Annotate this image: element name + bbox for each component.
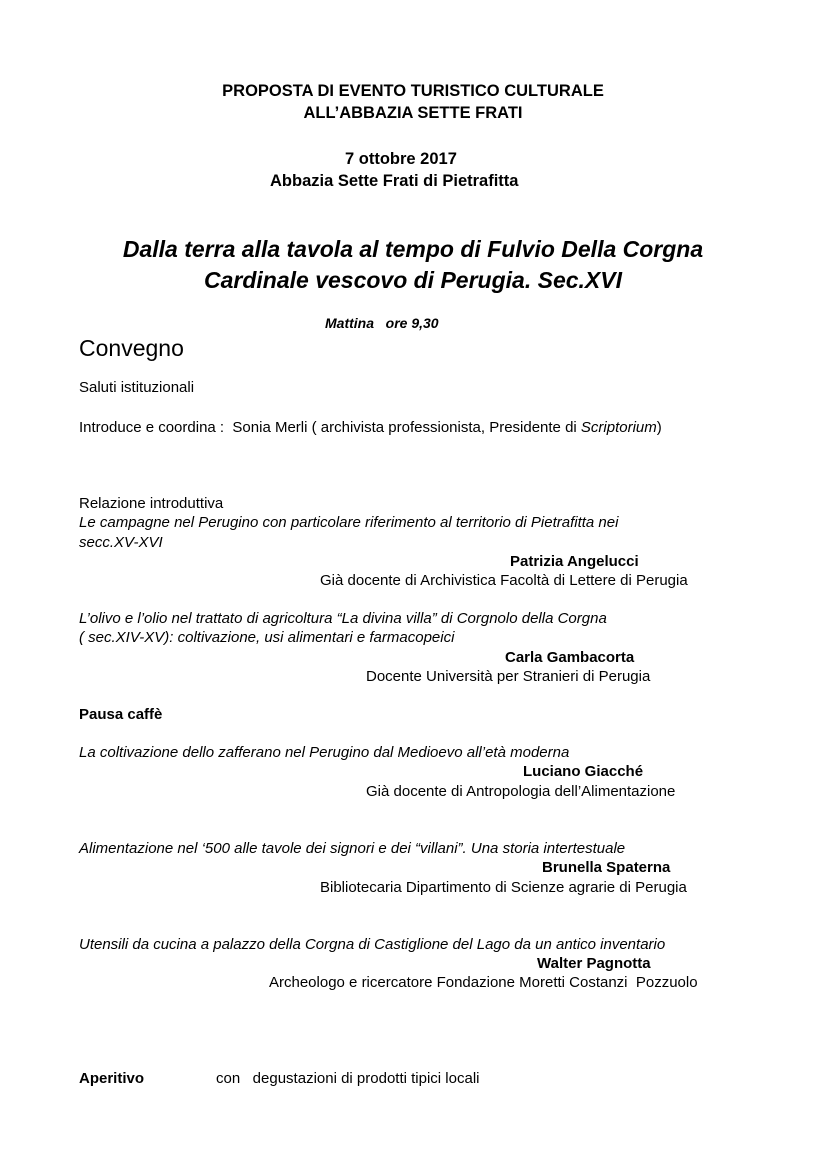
speaker-role: Archeologo e ricercatore Fondazione Moretti Costanzi Pozzuolo	[269, 974, 698, 991]
event-date: 7 ottobre 2017	[345, 150, 457, 168]
event-title-line2: Cardinale vescovo di Perugia. Sec.XVI	[203, 267, 622, 293]
speaker-name: Carla Gambacorta	[505, 649, 635, 666]
talk-title: Le campagne nel Perugino con particolare riferimento al territorio di Pietrafitta nei	[79, 514, 619, 531]
session-time: Mattina ore 9,30	[325, 315, 439, 331]
speaker-role: Bibliotecaria Dipartimento di Scienze agrarie di Perugia	[320, 879, 687, 896]
header-line1: PROPOSTA DI EVENTO TURISTICO CULTURALE	[222, 82, 604, 100]
event-venue: Abbazia Sette Frati di Pietrafitta	[270, 172, 519, 190]
talk-title-cont: secc.XV-XVI	[79, 534, 163, 551]
talk-kind: Relazione introduttiva	[79, 495, 224, 512]
section-heading-convegno: Convegno	[79, 335, 184, 361]
talk-title-cont: ( sec.XIV-XV): coltivazione, usi alimentari e farmacopeici	[79, 629, 455, 646]
intro-organization: Scriptorium	[580, 419, 657, 436]
header-line2: ALL’ABBAZIA SETTE FRATI	[303, 104, 523, 122]
intro-line	[79, 419, 662, 437]
event-title-line1: Dalla terra alla tavola al tempo di Fulvio Della Corgna	[122, 236, 704, 262]
aperitivo-label: Aperitivo	[79, 1070, 145, 1087]
talk-title: La coltivazione dello zafferano nel Perugino dal Medioevo all’età moderna	[79, 744, 570, 761]
speaker-role: Già docente di Archivistica Facoltà di Lettere di Perugia	[320, 572, 688, 589]
talk-title: L’olivo e l’olio nel trattato di agricoltura “La divina villa” di Corgnolo della Corgna	[79, 610, 607, 627]
talk-title: Utensili da cucina a palazzo della Corgna di Castiglione del Lago da un antico inventario	[79, 936, 666, 953]
speaker-name: Luciano Giacché	[523, 763, 644, 780]
speaker-name: Walter Pagnotta	[537, 955, 651, 972]
intro-prefix: Introduce e coordina : Sonia Merli ( archivista professionista, Presidente di	[79, 419, 581, 436]
speaker-name: Brunella Spaterna	[542, 859, 671, 876]
greetings: Saluti istituzionali	[79, 379, 195, 396]
speaker-role: Già docente di Antropologia dell’Alimentazione	[366, 783, 676, 800]
talk-title: Alimentazione nel ‘500 alle tavole dei signori e dei “villani”. Una storia intertestuale	[79, 840, 626, 857]
aperitivo-text: con degustazioni di prodotti tipici locali	[216, 1070, 480, 1087]
speaker-role: Docente Università per Stranieri di Perugia	[366, 668, 651, 685]
speaker-name: Patrizia Angelucci	[510, 553, 639, 570]
intro-suffix: )	[656, 419, 662, 436]
coffee-break: Pausa caffè	[79, 706, 163, 723]
